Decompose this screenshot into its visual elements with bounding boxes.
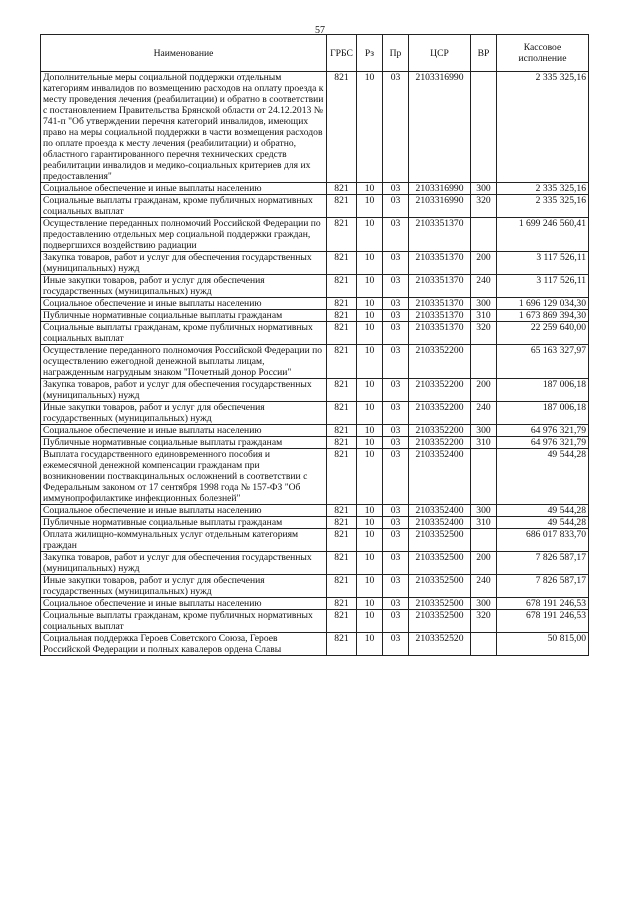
cell-vr: 300 bbox=[471, 298, 497, 310]
cell-vr: 200 bbox=[471, 379, 497, 402]
cell-sum: 3 117 526,11 bbox=[497, 252, 589, 275]
page-number: 57 bbox=[315, 25, 325, 36]
cell-vr: 240 bbox=[471, 575, 497, 598]
cell-vr: 300 bbox=[471, 598, 497, 610]
cell-rz: 10 bbox=[357, 449, 383, 505]
cell-vr bbox=[471, 345, 497, 379]
cell-pr: 03 bbox=[383, 402, 409, 425]
cell-rz: 10 bbox=[357, 529, 383, 552]
cell-rz: 10 bbox=[357, 402, 383, 425]
cell-name: Дополнительные меры социальной поддержки отдельным категориям инвалидов по возмещению расходов на оплату проезда к месту проведения лечения (реабилитации) и обратно в соответствии с постановлением Правительства Брянской области от 24.12.2013 № 741-п "Об утверждении перечня категорий инвалидов, имеющих право на меры социальной поддержки в части возмещения расходов по оплате проезда к месту лечения (реабилитации) и обратно, областного гарантированного перечня технических средств реабилитации инвалидов и медико-социальных критериев для их предоставления" bbox=[41, 72, 327, 183]
cell-sum: 2 335 325,16 bbox=[497, 72, 589, 183]
table-row bbox=[41, 298, 589, 310]
cell-sum: 7 826 587,17 bbox=[497, 575, 589, 598]
cell-name: Закупка товаров, работ и услуг для обеспечения государственных (муниципальных) нужд bbox=[41, 252, 327, 275]
cell-csr: 2103351370 bbox=[409, 275, 471, 298]
cell-pr: 03 bbox=[383, 449, 409, 505]
cell-pr: 03 bbox=[383, 379, 409, 402]
header-name: Наименование bbox=[41, 35, 327, 72]
table-row bbox=[41, 322, 589, 345]
cell-sum: 64 976 321,79 bbox=[497, 425, 589, 437]
cell-csr: 2103352200 bbox=[409, 437, 471, 449]
cell-csr: 2103351370 bbox=[409, 252, 471, 275]
cell-csr: 2103351370 bbox=[409, 298, 471, 310]
cell-vr: 200 bbox=[471, 252, 497, 275]
table-row bbox=[41, 310, 589, 322]
cell-csr: 2103316990 bbox=[409, 72, 471, 183]
cell-csr: 2103351370 bbox=[409, 310, 471, 322]
table-row bbox=[41, 633, 589, 656]
cell-grbs: 821 bbox=[327, 552, 357, 575]
cell-vr: 320 bbox=[471, 322, 497, 345]
cell-sum: 678 191 246,53 bbox=[497, 610, 589, 633]
cell-sum: 2 335 325,16 bbox=[497, 183, 589, 195]
table-row bbox=[41, 275, 589, 298]
header-csr: ЦСР bbox=[409, 35, 471, 72]
cell-pr: 03 bbox=[383, 322, 409, 345]
cell-sum: 2 335 325,16 bbox=[497, 195, 589, 218]
cell-rz: 10 bbox=[357, 610, 383, 633]
cell-grbs: 821 bbox=[327, 449, 357, 505]
table-row bbox=[41, 449, 589, 505]
cell-sum: 187 006,18 bbox=[497, 402, 589, 425]
cell-name: Оплата жилищно-коммунальных услуг отдельным категориям граждан bbox=[41, 529, 327, 552]
cell-pr: 03 bbox=[383, 505, 409, 517]
cell-rz: 10 bbox=[357, 310, 383, 322]
cell-csr: 2103352200 bbox=[409, 425, 471, 437]
cell-sum: 678 191 246,53 bbox=[497, 598, 589, 610]
cell-name: Социальные выплаты гражданам, кроме публичных нормативных социальных выплат bbox=[41, 195, 327, 218]
cell-csr: 2103351370 bbox=[409, 218, 471, 252]
cell-csr: 2103352500 bbox=[409, 575, 471, 598]
cell-sum: 1 699 246 560,41 bbox=[497, 218, 589, 252]
cell-grbs: 821 bbox=[327, 610, 357, 633]
cell-vr bbox=[471, 72, 497, 183]
cell-csr: 2103352520 bbox=[409, 633, 471, 656]
cell-grbs: 821 bbox=[327, 402, 357, 425]
cell-csr: 2103316990 bbox=[409, 183, 471, 195]
cell-vr: 320 bbox=[471, 195, 497, 218]
cell-vr bbox=[471, 633, 497, 656]
cell-vr: 200 bbox=[471, 552, 497, 575]
cell-rz: 10 bbox=[357, 275, 383, 298]
cell-pr: 03 bbox=[383, 345, 409, 379]
cell-vr: 300 bbox=[471, 505, 497, 517]
cell-name: Закупка товаров, работ и услуг для обеспечения государственных (муниципальных) нужд bbox=[41, 552, 327, 575]
cell-pr: 03 bbox=[383, 275, 409, 298]
cell-rz: 10 bbox=[357, 517, 383, 529]
cell-sum: 50 815,00 bbox=[497, 633, 589, 656]
cell-rz: 10 bbox=[357, 218, 383, 252]
cell-pr: 03 bbox=[383, 575, 409, 598]
cell-vr: 310 bbox=[471, 310, 497, 322]
cell-grbs: 821 bbox=[327, 529, 357, 552]
cell-vr: 240 bbox=[471, 275, 497, 298]
cell-vr bbox=[471, 218, 497, 252]
header-pr: Пр bbox=[383, 35, 409, 72]
cell-name: Публичные нормативные социальные выплаты гражданам bbox=[41, 437, 327, 449]
cell-csr: 2103352400 bbox=[409, 449, 471, 505]
cell-pr: 03 bbox=[383, 610, 409, 633]
cell-vr bbox=[471, 529, 497, 552]
cell-vr: 310 bbox=[471, 437, 497, 449]
cell-name: Иные закупки товаров, работ и услуг для обеспечения государственных (муниципальных) нужд bbox=[41, 402, 327, 425]
cell-rz: 10 bbox=[357, 183, 383, 195]
table-header-row bbox=[41, 35, 589, 72]
cell-grbs: 821 bbox=[327, 517, 357, 529]
cell-csr: 2103351370 bbox=[409, 322, 471, 345]
cell-name: Публичные нормативные социальные выплаты гражданам bbox=[41, 517, 327, 529]
cell-rz: 10 bbox=[357, 575, 383, 598]
cell-rz: 10 bbox=[357, 72, 383, 183]
cell-grbs: 821 bbox=[327, 252, 357, 275]
cell-sum: 49 544,28 bbox=[497, 449, 589, 505]
cell-name: Осуществление переданных полномочий Российской Федерации по предоставлению отдельных мер социальной поддержки граждан, подвергшихся воздействию радиации bbox=[41, 218, 327, 252]
cell-vr bbox=[471, 449, 497, 505]
cell-sum: 22 259 640,00 bbox=[497, 322, 589, 345]
cell-name: Социальная поддержка Героев Советского Союза, Героев Российской Федерации и полных кавалеров ордена Славы bbox=[41, 633, 327, 656]
table-row bbox=[41, 218, 589, 252]
cell-grbs: 821 bbox=[327, 183, 357, 195]
cell-grbs: 821 bbox=[327, 633, 357, 656]
table-row bbox=[41, 183, 589, 195]
cell-grbs: 821 bbox=[327, 195, 357, 218]
cell-name: Осуществление переданного полномочия Российской Федерации по осуществлению ежегодной денежной выплаты лицам, награжденным нагрудным знаком "Почетный донор России" bbox=[41, 345, 327, 379]
table-row bbox=[41, 610, 589, 633]
cell-sum: 187 006,18 bbox=[497, 379, 589, 402]
table-row bbox=[41, 252, 589, 275]
cell-rz: 10 bbox=[357, 195, 383, 218]
cell-csr: 2103352400 bbox=[409, 505, 471, 517]
cell-name: Иные закупки товаров, работ и услуг для обеспечения государственных (муниципальных) нужд bbox=[41, 275, 327, 298]
cell-vr: 300 bbox=[471, 425, 497, 437]
header-grbs: ГРБС bbox=[327, 35, 357, 72]
cell-pr: 03 bbox=[383, 552, 409, 575]
cell-rz: 10 bbox=[357, 379, 383, 402]
table-row bbox=[41, 345, 589, 379]
cell-pr: 03 bbox=[383, 252, 409, 275]
header-sum: Кассовое исполнение bbox=[497, 35, 589, 72]
cell-name: Социальные выплаты гражданам, кроме публичных нормативных социальных выплат bbox=[41, 610, 327, 633]
table-row bbox=[41, 505, 589, 517]
cell-sum: 3 117 526,11 bbox=[497, 275, 589, 298]
cell-rz: 10 bbox=[357, 298, 383, 310]
cell-name: Закупка товаров, работ и услуг для обеспечения государственных (муниципальных) нужд bbox=[41, 379, 327, 402]
header-vr: ВР bbox=[471, 35, 497, 72]
cell-grbs: 821 bbox=[327, 298, 357, 310]
cell-csr: 2103352500 bbox=[409, 552, 471, 575]
table-row bbox=[41, 517, 589, 529]
cell-sum: 64 976 321,79 bbox=[497, 437, 589, 449]
cell-name: Иные закупки товаров, работ и услуг для обеспечения государственных (муниципальных) нужд bbox=[41, 575, 327, 598]
cell-sum: 686 017 833,70 bbox=[497, 529, 589, 552]
cell-sum: 65 163 327,97 bbox=[497, 345, 589, 379]
cell-name: Социальное обеспечение и иные выплаты населению bbox=[41, 505, 327, 517]
cell-rz: 10 bbox=[357, 598, 383, 610]
table-row bbox=[41, 402, 589, 425]
cell-pr: 03 bbox=[383, 218, 409, 252]
header-rz: Рз bbox=[357, 35, 383, 72]
cell-pr: 03 bbox=[383, 298, 409, 310]
cell-sum: 49 544,28 bbox=[497, 505, 589, 517]
cell-name: Социальное обеспечение и иные выплаты населению bbox=[41, 598, 327, 610]
cell-grbs: 821 bbox=[327, 598, 357, 610]
table-row bbox=[41, 425, 589, 437]
cell-csr: 2103352200 bbox=[409, 345, 471, 379]
cell-grbs: 821 bbox=[327, 425, 357, 437]
cell-grbs: 821 bbox=[327, 575, 357, 598]
cell-pr: 03 bbox=[383, 529, 409, 552]
cell-csr: 2103352500 bbox=[409, 598, 471, 610]
cell-csr: 2103316990 bbox=[409, 195, 471, 218]
cell-name: Социальное обеспечение и иные выплаты населению bbox=[41, 298, 327, 310]
table-row bbox=[41, 379, 589, 402]
table-body bbox=[41, 72, 589, 656]
cell-pr: 03 bbox=[383, 517, 409, 529]
cell-vr: 240 bbox=[471, 402, 497, 425]
cell-name: Публичные нормативные социальные выплаты гражданам bbox=[41, 310, 327, 322]
cell-csr: 2103352200 bbox=[409, 379, 471, 402]
cell-grbs: 821 bbox=[327, 505, 357, 517]
cell-csr: 2103352400 bbox=[409, 517, 471, 529]
cell-pr: 03 bbox=[383, 310, 409, 322]
table-row bbox=[41, 72, 589, 183]
cell-rz: 10 bbox=[357, 345, 383, 379]
cell-pr: 03 bbox=[383, 437, 409, 449]
table-row bbox=[41, 552, 589, 575]
cell-name: Выплата государственного единовременного пособия и ежемесячной денежной компенсации гражданам при возникновении поствакцинальных осложнений в соответствии с Федеральным законом от 17 сентября 1998 года № 157-ФЗ "Об иммунопрофилактике инфекционных болезней" bbox=[41, 449, 327, 505]
cell-sum: 49 544,28 bbox=[497, 517, 589, 529]
table-row bbox=[41, 529, 589, 552]
table-row bbox=[41, 437, 589, 449]
cell-pr: 03 bbox=[383, 598, 409, 610]
cell-grbs: 821 bbox=[327, 310, 357, 322]
cell-pr: 03 bbox=[383, 183, 409, 195]
cell-name: Социальное обеспечение и иные выплаты населению bbox=[41, 425, 327, 437]
cell-csr: 2103352500 bbox=[409, 529, 471, 552]
table-row bbox=[41, 195, 589, 218]
cell-name: Социальное обеспечение и иные выплаты населению bbox=[41, 183, 327, 195]
cell-rz: 10 bbox=[357, 633, 383, 656]
cell-csr: 2103352500 bbox=[409, 610, 471, 633]
cell-grbs: 821 bbox=[327, 275, 357, 298]
cell-pr: 03 bbox=[383, 425, 409, 437]
cell-pr: 03 bbox=[383, 195, 409, 218]
cell-grbs: 821 bbox=[327, 345, 357, 379]
cell-rz: 10 bbox=[357, 425, 383, 437]
cell-pr: 03 bbox=[383, 633, 409, 656]
cell-grbs: 821 bbox=[327, 72, 357, 183]
cell-rz: 10 bbox=[357, 437, 383, 449]
table-row bbox=[41, 575, 589, 598]
cell-rz: 10 bbox=[357, 552, 383, 575]
cell-sum: 1 673 869 394,30 bbox=[497, 310, 589, 322]
cell-vr: 300 bbox=[471, 183, 497, 195]
cell-grbs: 821 bbox=[327, 379, 357, 402]
cell-rz: 10 bbox=[357, 322, 383, 345]
cell-sum: 7 826 587,17 bbox=[497, 552, 589, 575]
cell-grbs: 821 bbox=[327, 322, 357, 345]
cell-vr: 320 bbox=[471, 610, 497, 633]
cell-name: Социальные выплаты гражданам, кроме публичных нормативных социальных выплат bbox=[41, 322, 327, 345]
cell-sum: 1 696 129 034,30 bbox=[497, 298, 589, 310]
budget-execution-table bbox=[40, 34, 589, 656]
table-row bbox=[41, 598, 589, 610]
cell-csr: 2103352200 bbox=[409, 402, 471, 425]
cell-grbs: 821 bbox=[327, 437, 357, 449]
cell-grbs: 821 bbox=[327, 218, 357, 252]
cell-rz: 10 bbox=[357, 505, 383, 517]
cell-vr: 310 bbox=[471, 517, 497, 529]
cell-pr: 03 bbox=[383, 72, 409, 183]
cell-rz: 10 bbox=[357, 252, 383, 275]
